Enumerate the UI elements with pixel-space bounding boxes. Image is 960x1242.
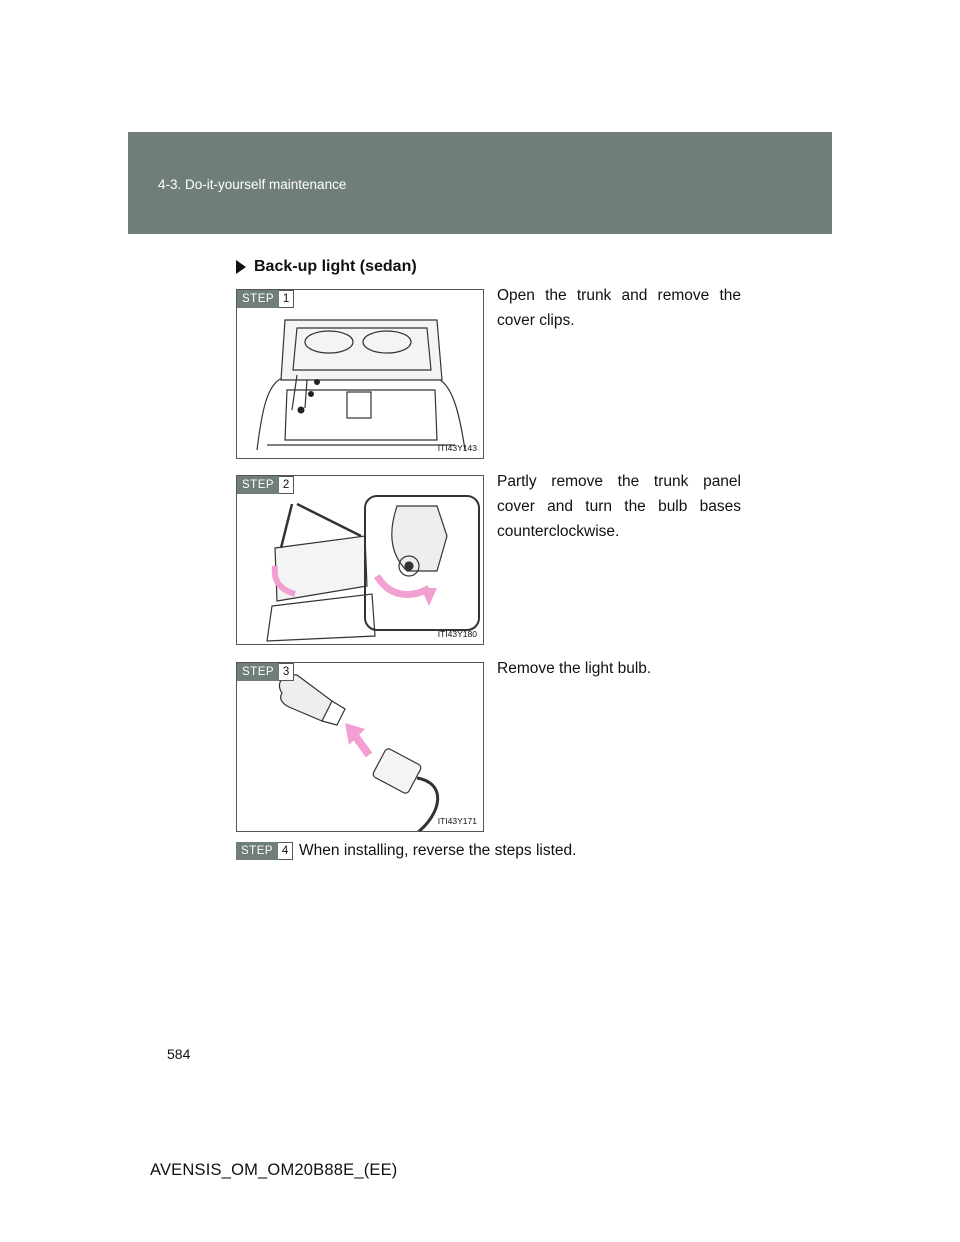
step-badge-number: 3 <box>279 663 294 681</box>
figure-step-2 <box>236 475 484 645</box>
trunk-open-illustration <box>237 290 484 459</box>
figure-step-1 <box>236 289 484 459</box>
step-4 <box>236 842 576 860</box>
step-2-text: Partly remove the trunk panel cover and turn the bulb bases counterclockwise. <box>497 473 741 540</box>
bulb-base-illustration <box>237 476 484 645</box>
figure-code: ITI43Y143 <box>437 443 477 453</box>
figure-code: ITI43Y180 <box>437 629 477 639</box>
step-badge <box>237 476 294 494</box>
step-badge-label: STEP <box>237 663 279 681</box>
step-badge <box>236 842 293 860</box>
subheading-text: Back-up light (sedan) <box>254 258 417 275</box>
section-title: 4-3. Do-it-yourself maintenance <box>158 177 347 192</box>
light-bulb-illustration <box>237 663 484 832</box>
step-1-text: Open the trunk and remove the cover clips. <box>497 287 741 329</box>
manual-code: AVENSIS_OM_OM20B88E_(EE) <box>150 1161 398 1179</box>
triangle-bullet-icon <box>236 260 246 274</box>
step-4-text: When installing, reverse the steps listed. <box>299 842 577 859</box>
step-3-text: Remove the light bulb. <box>497 660 652 677</box>
step-badge-number: 4 <box>278 842 293 860</box>
step-badge-label: STEP <box>237 476 279 494</box>
step-badge <box>237 290 294 308</box>
step-badge-label: STEP <box>237 290 279 308</box>
step-badge <box>237 663 294 681</box>
figure-step-3 <box>236 662 484 832</box>
step-badge-number: 2 <box>279 476 294 494</box>
figure-code: ITI43Y171 <box>437 816 477 826</box>
step-badge-number: 1 <box>279 290 294 308</box>
step-badge-label: STEP <box>236 842 278 860</box>
subheading <box>236 258 417 276</box>
page-number: 584 <box>167 1046 191 1062</box>
